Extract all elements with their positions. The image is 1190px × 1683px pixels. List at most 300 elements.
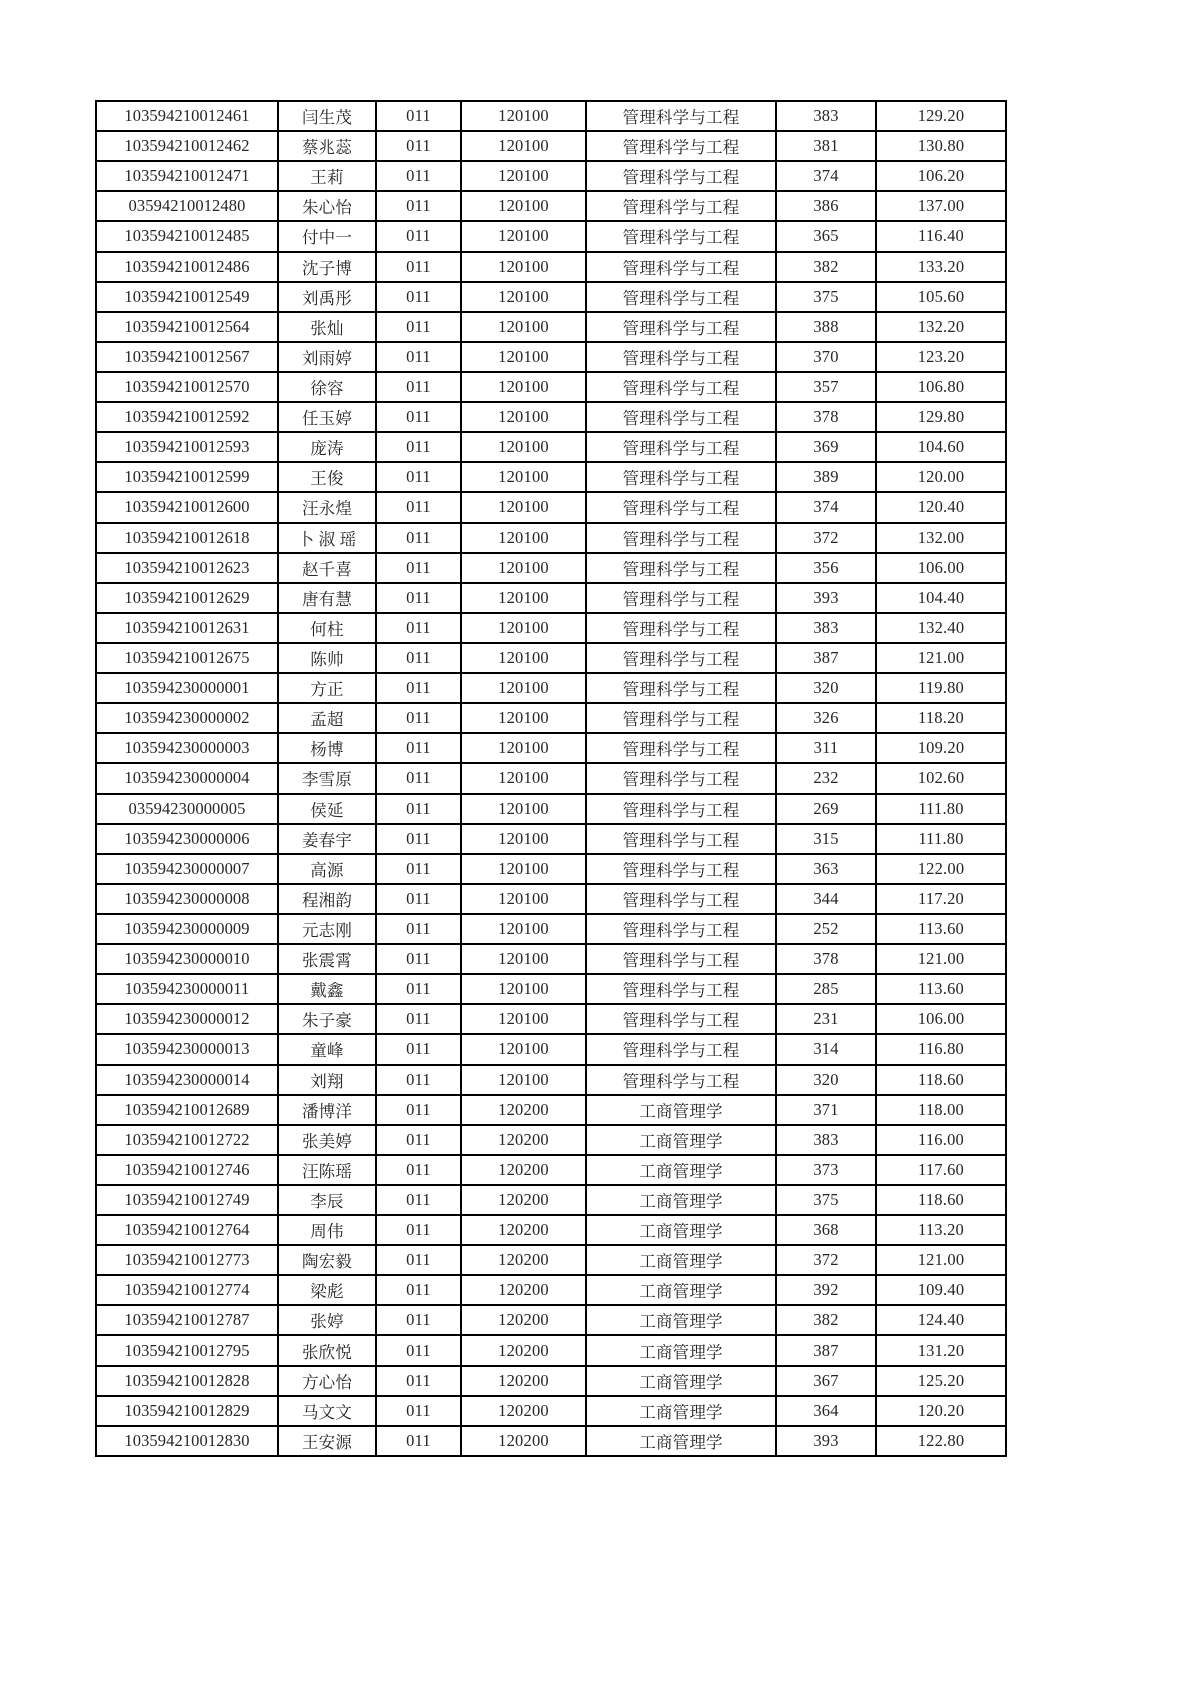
department-code-cell: 011 xyxy=(376,1095,461,1125)
major-code-cell: 120100 xyxy=(461,492,586,522)
candidate-id-cell: 103594210012746 xyxy=(96,1155,278,1185)
table-row xyxy=(96,1155,1006,1185)
major-code-cell: 120200 xyxy=(461,1095,586,1125)
department-code-cell: 011 xyxy=(376,312,461,342)
department-code-cell: 011 xyxy=(376,1065,461,1095)
sub-score-cell: 118.00 xyxy=(876,1095,1006,1125)
department-code-cell: 011 xyxy=(376,643,461,673)
major-code-cell: 120100 xyxy=(461,854,586,884)
department-code-cell: 011 xyxy=(376,1245,461,1275)
candidate-name-cell: 汪永煌 xyxy=(278,492,376,522)
major-name-cell: 管理科学与工程 xyxy=(586,1034,776,1064)
department-code-cell: 011 xyxy=(376,492,461,522)
total-score-cell: 378 xyxy=(776,944,876,974)
score-table-body xyxy=(96,101,1006,1456)
table-row xyxy=(96,1335,1006,1365)
candidate-id-cell: 103594210012471 xyxy=(96,161,278,191)
major-name-cell: 管理科学与工程 xyxy=(586,161,776,191)
major-name-cell: 管理科学与工程 xyxy=(586,1065,776,1095)
sub-score-cell: 137.00 xyxy=(876,191,1006,221)
sub-score-cell: 120.20 xyxy=(876,1396,1006,1426)
sub-score-cell: 118.60 xyxy=(876,1065,1006,1095)
department-code-cell: 011 xyxy=(376,221,461,251)
candidate-name-cell: 高源 xyxy=(278,854,376,884)
major-name-cell: 管理科学与工程 xyxy=(586,824,776,854)
candidate-id-cell: 103594230000006 xyxy=(96,824,278,854)
candidate-id-cell: 103594210012774 xyxy=(96,1275,278,1305)
sub-score-cell: 109.20 xyxy=(876,733,1006,763)
sub-score-cell: 132.00 xyxy=(876,523,1006,553)
table-row xyxy=(96,1366,1006,1396)
table-row xyxy=(96,1125,1006,1155)
major-code-cell: 120200 xyxy=(461,1245,586,1275)
table-row xyxy=(96,1004,1006,1034)
table-row xyxy=(96,703,1006,733)
major-name-cell: 管理科学与工程 xyxy=(586,884,776,914)
total-score-cell: 378 xyxy=(776,402,876,432)
department-code-cell: 011 xyxy=(376,1004,461,1034)
major-code-cell: 120100 xyxy=(461,312,586,342)
table-row xyxy=(96,492,1006,522)
major-name-cell: 管理科学与工程 xyxy=(586,1004,776,1034)
major-code-cell: 120200 xyxy=(461,1396,586,1426)
major-name-cell: 管理科学与工程 xyxy=(586,342,776,372)
sub-score-cell: 105.60 xyxy=(876,282,1006,312)
major-code-cell: 120200 xyxy=(461,1125,586,1155)
candidate-name-cell: 卜 淑 瑶 xyxy=(278,523,376,553)
major-code-cell: 120200 xyxy=(461,1335,586,1365)
candidate-id-cell: 103594210012829 xyxy=(96,1396,278,1426)
major-name-cell: 工商管理学 xyxy=(586,1095,776,1125)
major-code-cell: 120100 xyxy=(461,974,586,1004)
candidate-id-cell: 103594210012618 xyxy=(96,523,278,553)
candidate-id-cell: 103594210012599 xyxy=(96,462,278,492)
table-row xyxy=(96,914,1006,944)
table-row xyxy=(96,763,1006,793)
total-score-cell: 381 xyxy=(776,131,876,161)
major-name-cell: 管理科学与工程 xyxy=(586,974,776,1004)
table-row xyxy=(96,794,1006,824)
sub-score-cell: 104.40 xyxy=(876,583,1006,613)
total-score-cell: 344 xyxy=(776,884,876,914)
candidate-id-cell: 103594230000008 xyxy=(96,884,278,914)
sub-score-cell: 119.80 xyxy=(876,673,1006,703)
candidate-name-cell: 闫生茂 xyxy=(278,101,376,131)
table-row xyxy=(96,884,1006,914)
total-score-cell: 386 xyxy=(776,191,876,221)
total-score-cell: 371 xyxy=(776,1095,876,1125)
department-code-cell: 011 xyxy=(376,402,461,432)
major-code-cell: 120100 xyxy=(461,131,586,161)
sub-score-cell: 120.40 xyxy=(876,492,1006,522)
major-code-cell: 120100 xyxy=(461,673,586,703)
table-row xyxy=(96,131,1006,161)
total-score-cell: 326 xyxy=(776,703,876,733)
sub-score-cell: 102.60 xyxy=(876,763,1006,793)
candidate-id-cell: 103594210012462 xyxy=(96,131,278,161)
candidate-name-cell: 元志刚 xyxy=(278,914,376,944)
major-code-cell: 120100 xyxy=(461,191,586,221)
candidate-name-cell: 汪陈瑶 xyxy=(278,1155,376,1185)
major-code-cell: 120100 xyxy=(461,703,586,733)
sub-score-cell: 106.20 xyxy=(876,161,1006,191)
table-row xyxy=(96,673,1006,703)
total-score-cell: 231 xyxy=(776,1004,876,1034)
candidate-name-cell: 刘翔 xyxy=(278,1065,376,1095)
department-code-cell: 011 xyxy=(376,1305,461,1335)
table-row xyxy=(96,974,1006,1004)
table-row xyxy=(96,523,1006,553)
candidate-id-cell: 103594210012689 xyxy=(96,1095,278,1125)
department-code-cell: 011 xyxy=(376,733,461,763)
sub-score-cell: 117.20 xyxy=(876,884,1006,914)
major-name-cell: 管理科学与工程 xyxy=(586,643,776,673)
major-code-cell: 120200 xyxy=(461,1215,586,1245)
department-code-cell: 011 xyxy=(376,131,461,161)
candidate-name-cell: 李雪原 xyxy=(278,763,376,793)
candidate-id-cell: 103594230000014 xyxy=(96,1065,278,1095)
department-code-cell: 011 xyxy=(376,1215,461,1245)
sub-score-cell: 132.20 xyxy=(876,312,1006,342)
table-row xyxy=(96,312,1006,342)
table-row xyxy=(96,733,1006,763)
total-score-cell: 285 xyxy=(776,974,876,1004)
candidate-name-cell: 杨博 xyxy=(278,733,376,763)
table-row xyxy=(96,643,1006,673)
department-code-cell: 011 xyxy=(376,342,461,372)
total-score-cell: 373 xyxy=(776,1155,876,1185)
table-row xyxy=(96,1305,1006,1335)
candidate-name-cell: 陶宏毅 xyxy=(278,1245,376,1275)
department-code-cell: 011 xyxy=(376,101,461,131)
major-name-cell: 管理科学与工程 xyxy=(586,492,776,522)
major-name-cell: 工商管理学 xyxy=(586,1185,776,1215)
candidate-name-cell: 李辰 xyxy=(278,1185,376,1215)
candidate-name-cell: 刘雨婷 xyxy=(278,342,376,372)
candidate-name-cell: 王莉 xyxy=(278,161,376,191)
total-score-cell: 370 xyxy=(776,342,876,372)
major-code-cell: 120100 xyxy=(461,733,586,763)
total-score-cell: 320 xyxy=(776,1065,876,1095)
sub-score-cell: 117.60 xyxy=(876,1155,1006,1185)
sub-score-cell: 111.80 xyxy=(876,824,1006,854)
major-name-cell: 管理科学与工程 xyxy=(586,673,776,703)
major-code-cell: 120100 xyxy=(461,402,586,432)
sub-score-cell: 111.80 xyxy=(876,794,1006,824)
department-code-cell: 011 xyxy=(376,944,461,974)
table-row xyxy=(96,1065,1006,1095)
candidate-id-cell: 103594230000007 xyxy=(96,854,278,884)
major-name-cell: 工商管理学 xyxy=(586,1305,776,1335)
major-name-cell: 管理科学与工程 xyxy=(586,312,776,342)
total-score-cell: 311 xyxy=(776,733,876,763)
candidate-id-cell: 103594210012549 xyxy=(96,282,278,312)
candidate-id-cell: 103594210012486 xyxy=(96,252,278,282)
major-name-cell: 管理科学与工程 xyxy=(586,944,776,974)
major-name-cell: 工商管理学 xyxy=(586,1125,776,1155)
major-code-cell: 120200 xyxy=(461,1305,586,1335)
table-row xyxy=(96,583,1006,613)
department-code-cell: 011 xyxy=(376,1396,461,1426)
candidate-id-cell: 103594230000011 xyxy=(96,974,278,1004)
department-code-cell: 011 xyxy=(376,673,461,703)
major-code-cell: 120100 xyxy=(461,1065,586,1095)
department-code-cell: 011 xyxy=(376,523,461,553)
department-code-cell: 011 xyxy=(376,282,461,312)
total-score-cell: 369 xyxy=(776,432,876,462)
major-code-cell: 120100 xyxy=(461,372,586,402)
major-code-cell: 120200 xyxy=(461,1275,586,1305)
major-code-cell: 120100 xyxy=(461,1034,586,1064)
department-code-cell: 011 xyxy=(376,763,461,793)
candidate-name-cell: 陈帅 xyxy=(278,643,376,673)
sub-score-cell: 104.60 xyxy=(876,432,1006,462)
sub-score-cell: 133.20 xyxy=(876,252,1006,282)
major-code-cell: 120100 xyxy=(461,523,586,553)
candidate-id-cell: 103594210012795 xyxy=(96,1335,278,1365)
candidate-name-cell: 张美婷 xyxy=(278,1125,376,1155)
major-code-cell: 120100 xyxy=(461,101,586,131)
major-name-cell: 管理科学与工程 xyxy=(586,763,776,793)
major-name-cell: 管理科学与工程 xyxy=(586,794,776,824)
total-score-cell: 393 xyxy=(776,1426,876,1456)
total-score-cell: 356 xyxy=(776,553,876,583)
total-score-cell: 387 xyxy=(776,643,876,673)
table-row xyxy=(96,1185,1006,1215)
table-row xyxy=(96,101,1006,131)
sub-score-cell: 116.40 xyxy=(876,221,1006,251)
sub-score-cell: 109.40 xyxy=(876,1275,1006,1305)
department-code-cell: 011 xyxy=(376,794,461,824)
major-name-cell: 管理科学与工程 xyxy=(586,221,776,251)
candidate-name-cell: 徐容 xyxy=(278,372,376,402)
major-name-cell: 工商管理学 xyxy=(586,1275,776,1305)
candidate-name-cell: 唐有慧 xyxy=(278,583,376,613)
candidate-name-cell: 马文文 xyxy=(278,1396,376,1426)
department-code-cell: 011 xyxy=(376,372,461,402)
total-score-cell: 387 xyxy=(776,1335,876,1365)
candidate-name-cell: 孟超 xyxy=(278,703,376,733)
candidate-name-cell: 周伟 xyxy=(278,1215,376,1245)
sub-score-cell: 130.80 xyxy=(876,131,1006,161)
total-score-cell: 383 xyxy=(776,101,876,131)
department-code-cell: 011 xyxy=(376,1034,461,1064)
major-code-cell: 120200 xyxy=(461,1185,586,1215)
candidate-id-cell: 103594210012787 xyxy=(96,1305,278,1335)
major-name-cell: 工商管理学 xyxy=(586,1215,776,1245)
table-row xyxy=(96,221,1006,251)
major-code-cell: 120100 xyxy=(461,944,586,974)
department-code-cell: 011 xyxy=(376,824,461,854)
candidate-id-cell: 103594210012600 xyxy=(96,492,278,522)
total-score-cell: 388 xyxy=(776,312,876,342)
major-code-cell: 120100 xyxy=(461,824,586,854)
total-score-cell: 383 xyxy=(776,613,876,643)
total-score-cell: 374 xyxy=(776,492,876,522)
table-row xyxy=(96,1396,1006,1426)
department-code-cell: 011 xyxy=(376,161,461,191)
total-score-cell: 364 xyxy=(776,1396,876,1426)
major-name-cell: 管理科学与工程 xyxy=(586,131,776,161)
major-code-cell: 120100 xyxy=(461,282,586,312)
total-score-cell: 382 xyxy=(776,252,876,282)
major-name-cell: 管理科学与工程 xyxy=(586,914,776,944)
table-row xyxy=(96,282,1006,312)
candidate-name-cell: 蔡兆蕊 xyxy=(278,131,376,161)
total-score-cell: 365 xyxy=(776,221,876,251)
major-code-cell: 120100 xyxy=(461,252,586,282)
sub-score-cell: 122.00 xyxy=(876,854,1006,884)
candidate-id-cell: 103594210012461 xyxy=(96,101,278,131)
major-name-cell: 工商管理学 xyxy=(586,1335,776,1365)
candidate-id-cell: 103594210012773 xyxy=(96,1245,278,1275)
major-code-cell: 120200 xyxy=(461,1155,586,1185)
candidate-name-cell: 程湘韵 xyxy=(278,884,376,914)
candidate-name-cell: 赵千喜 xyxy=(278,553,376,583)
major-code-cell: 120100 xyxy=(461,161,586,191)
major-code-cell: 120100 xyxy=(461,914,586,944)
major-name-cell: 工商管理学 xyxy=(586,1396,776,1426)
table-row xyxy=(96,432,1006,462)
sub-score-cell: 121.00 xyxy=(876,944,1006,974)
total-score-cell: 357 xyxy=(776,372,876,402)
department-code-cell: 011 xyxy=(376,1125,461,1155)
department-code-cell: 011 xyxy=(376,854,461,884)
total-score-cell: 368 xyxy=(776,1215,876,1245)
major-name-cell: 管理科学与工程 xyxy=(586,462,776,492)
sub-score-cell: 120.00 xyxy=(876,462,1006,492)
department-code-cell: 011 xyxy=(376,252,461,282)
candidate-name-cell: 张震霄 xyxy=(278,944,376,974)
major-name-cell: 管理科学与工程 xyxy=(586,583,776,613)
major-name-cell: 管理科学与工程 xyxy=(586,523,776,553)
department-code-cell: 011 xyxy=(376,1185,461,1215)
candidate-id-cell: 103594210012828 xyxy=(96,1366,278,1396)
major-name-cell: 管理科学与工程 xyxy=(586,854,776,884)
candidate-id-cell: 103594230000003 xyxy=(96,733,278,763)
major-name-cell: 管理科学与工程 xyxy=(586,372,776,402)
candidate-id-cell: 103594210012593 xyxy=(96,432,278,462)
total-score-cell: 269 xyxy=(776,794,876,824)
candidate-name-cell: 付中一 xyxy=(278,221,376,251)
sub-score-cell: 129.80 xyxy=(876,402,1006,432)
major-name-cell: 管理科学与工程 xyxy=(586,191,776,221)
candidate-id-cell: 103594230000004 xyxy=(96,763,278,793)
major-name-cell: 工商管理学 xyxy=(586,1245,776,1275)
major-code-cell: 120100 xyxy=(461,583,586,613)
major-code-cell: 120100 xyxy=(461,884,586,914)
candidate-id-cell: 103594230000001 xyxy=(96,673,278,703)
table-row xyxy=(96,1426,1006,1456)
sub-score-cell: 121.00 xyxy=(876,643,1006,673)
candidate-name-cell: 梁彪 xyxy=(278,1275,376,1305)
candidate-name-cell: 庞涛 xyxy=(278,432,376,462)
department-code-cell: 011 xyxy=(376,613,461,643)
candidate-name-cell: 朱子豪 xyxy=(278,1004,376,1034)
major-name-cell: 管理科学与工程 xyxy=(586,432,776,462)
major-name-cell: 工商管理学 xyxy=(586,1155,776,1185)
total-score-cell: 389 xyxy=(776,462,876,492)
major-code-cell: 120100 xyxy=(461,643,586,673)
candidate-name-cell: 任玉婷 xyxy=(278,402,376,432)
major-code-cell: 120100 xyxy=(461,462,586,492)
candidate-name-cell: 方心怡 xyxy=(278,1366,376,1396)
total-score-cell: 392 xyxy=(776,1275,876,1305)
candidate-id-cell: 103594210012567 xyxy=(96,342,278,372)
major-name-cell: 管理科学与工程 xyxy=(586,553,776,583)
candidate-name-cell: 刘禹彤 xyxy=(278,282,376,312)
sub-score-cell: 113.20 xyxy=(876,1215,1006,1245)
candidate-name-cell: 朱心怡 xyxy=(278,191,376,221)
table-row xyxy=(96,462,1006,492)
table-row xyxy=(96,161,1006,191)
candidate-name-cell: 沈子博 xyxy=(278,252,376,282)
department-code-cell: 011 xyxy=(376,191,461,221)
candidate-name-cell: 张灿 xyxy=(278,312,376,342)
total-score-cell: 372 xyxy=(776,1245,876,1275)
major-code-cell: 120100 xyxy=(461,342,586,372)
major-code-cell: 120100 xyxy=(461,553,586,583)
candidate-id-cell: 03594230000005 xyxy=(96,794,278,824)
candidate-id-cell: 103594210012570 xyxy=(96,372,278,402)
major-code-cell: 120100 xyxy=(461,794,586,824)
sub-score-cell: 116.80 xyxy=(876,1034,1006,1064)
major-name-cell: 管理科学与工程 xyxy=(586,733,776,763)
sub-score-cell: 106.80 xyxy=(876,372,1006,402)
candidate-id-cell: 103594210012631 xyxy=(96,613,278,643)
department-code-cell: 011 xyxy=(376,884,461,914)
total-score-cell: 314 xyxy=(776,1034,876,1064)
table-row xyxy=(96,1095,1006,1125)
department-code-cell: 011 xyxy=(376,703,461,733)
table-row xyxy=(96,1275,1006,1305)
sub-score-cell: 122.80 xyxy=(876,1426,1006,1456)
department-code-cell: 011 xyxy=(376,1335,461,1365)
candidate-id-cell: 103594210012485 xyxy=(96,221,278,251)
table-row xyxy=(96,824,1006,854)
sub-score-cell: 124.40 xyxy=(876,1305,1006,1335)
candidate-name-cell: 姜春宇 xyxy=(278,824,376,854)
sub-score-cell: 129.20 xyxy=(876,101,1006,131)
total-score-cell: 367 xyxy=(776,1366,876,1396)
department-code-cell: 011 xyxy=(376,974,461,1004)
major-name-cell: 工商管理学 xyxy=(586,1426,776,1456)
major-code-cell: 120100 xyxy=(461,1004,586,1034)
candidate-name-cell: 侯延 xyxy=(278,794,376,824)
admission-score-table xyxy=(95,100,1007,1457)
table-row xyxy=(96,1215,1006,1245)
candidate-id-cell: 103594230000002 xyxy=(96,703,278,733)
department-code-cell: 011 xyxy=(376,1275,461,1305)
department-code-cell: 011 xyxy=(376,1155,461,1185)
major-name-cell: 管理科学与工程 xyxy=(586,252,776,282)
department-code-cell: 011 xyxy=(376,462,461,492)
candidate-id-cell: 103594210012830 xyxy=(96,1426,278,1456)
candidate-id-cell: 103594230000013 xyxy=(96,1034,278,1064)
major-code-cell: 120100 xyxy=(461,221,586,251)
major-name-cell: 工商管理学 xyxy=(586,1366,776,1396)
total-score-cell: 232 xyxy=(776,763,876,793)
total-score-cell: 252 xyxy=(776,914,876,944)
candidate-id-cell: 103594230000009 xyxy=(96,914,278,944)
sub-score-cell: 116.00 xyxy=(876,1125,1006,1155)
candidate-name-cell: 戴鑫 xyxy=(278,974,376,1004)
candidate-id-cell: 103594210012629 xyxy=(96,583,278,613)
table-row xyxy=(96,944,1006,974)
candidate-name-cell: 童峰 xyxy=(278,1034,376,1064)
sub-score-cell: 132.40 xyxy=(876,613,1006,643)
total-score-cell: 374 xyxy=(776,161,876,191)
